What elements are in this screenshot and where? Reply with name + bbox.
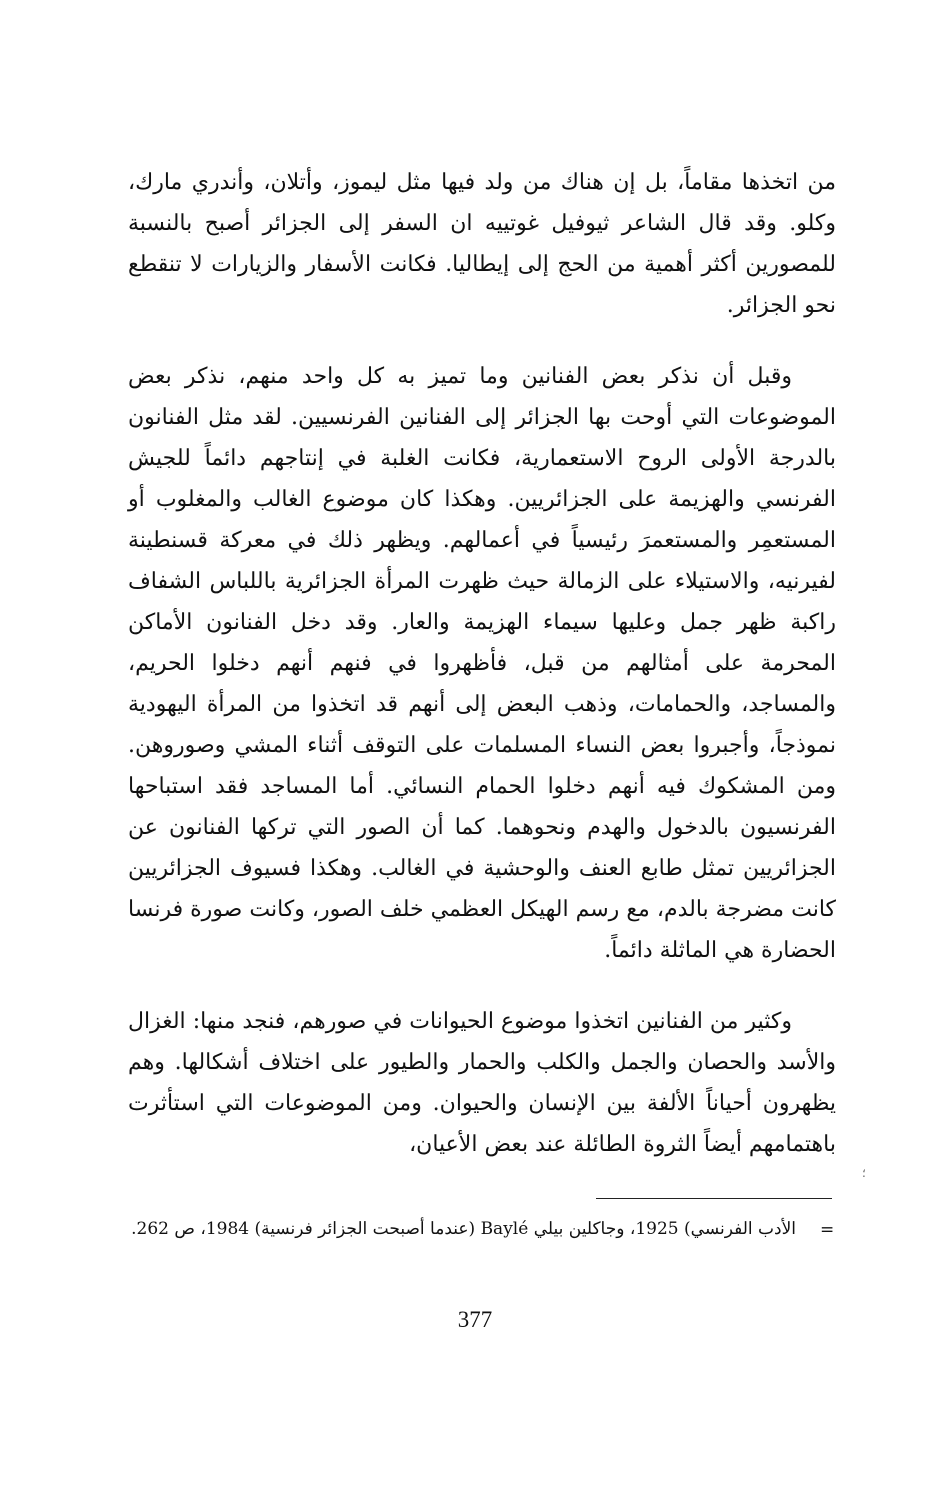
footnote-text: الأدب الفرنسي) 1925، وجاكلين بيلي Baylé (عندما أصبحت الجزائر فرنسية) 1984، ص 262. (131, 1219, 796, 1239)
paragraph-3: وكثير من الفنانين اتخذوا موضوع الحيوانات في صورهم، فنجد منها: الغزال والأسد والحصان والجمل والكلب والحمار والطيور على اختلاف أشكالها. وهم يظهرون أحياناً الألفة بين الإنسان والحيوان. ومن الموضوعات التي استأثرت باهتمامهم أيضاً الثروة الطائلة عند بعض الأعيان، (128, 1009, 836, 1157)
paragraph-1: من اتخذها مقاماً، بل إن هناك من ولد فيها مثل ليموز، وأتلان، وأندري مارك، وكلو. وقد قال الشاعر ثيوفيل غوتييه ان السفر إلى الجزائر أصبح بالنسبة للمصورين أكثر أهمية من الحج إلى إيطاليا. فكانت الأسفار والزيارات لا تنقطع نحو الجزائر. (128, 170, 836, 318)
footnote-divider (596, 1198, 832, 1199)
page-number: 377 (457, 1307, 493, 1332)
margin-mark: ؛ (862, 1166, 866, 1180)
paragraph-2: وقبل أن نذكر بعض الفنانين وما تميز به كل واحد منهم، نذكر بعض الموضوعات التي أوحت بها الجزائر إلى الفنانين الفرنسيين. لقد مثل الفنانون بالدرجة الأولى الروح الاستعمارية، فكانت الغلبة في إنتاجهم دائماً للجيش الفرنسي والهزيمة على الجزائريين. وهكذا كان موضوع الغالب والمغلوب أو المستعمِر والمستعمرَ رئيسياً في أعمالهم. ويظهر ذلك في معركة قسنطينة لفيرنيه، والاستيلاء على الزمالة حيث ظهرت المرأة الجزائرية باللباس الشفاف راكبة ظهر جمل وعليها سيماء الهزيمة والعار. وقد دخل الفنانون الأماكن المحرمة على أمثالهم من قبل، فأظهروا في فنهم أنهم دخلوا الحريم، والمساجد، والحمامات، وذهب البعض إلى أنهم قد اتخذوا من المرأة اليهودية نموذجاً، وأجبروا بعض النساء المسلمات على التوقف أثناء المشي وصوروهن. ومن المشكوك فيه أنهم دخلوا الحمام النسائي. أما المساجد فقد استباحها الفرنسيون بالدخول والهدم ونحوهما. كما أن الصور التي تركها الفنانون عن الجزائريين تمثل طابع العنف والوحشية في الغالب. وهكذا فسيوف الجزائريين كانت مضرجة بالدم، مع رسم الهيكل العظمي خلف الصور، وكانت صورة فرنسا الحضارة هي الماثلة دائماً. (128, 364, 836, 963)
footnote (120, 1214, 796, 1244)
main-text (128, 162, 836, 1165)
footnote-continuation-marker: = (820, 1220, 835, 1240)
